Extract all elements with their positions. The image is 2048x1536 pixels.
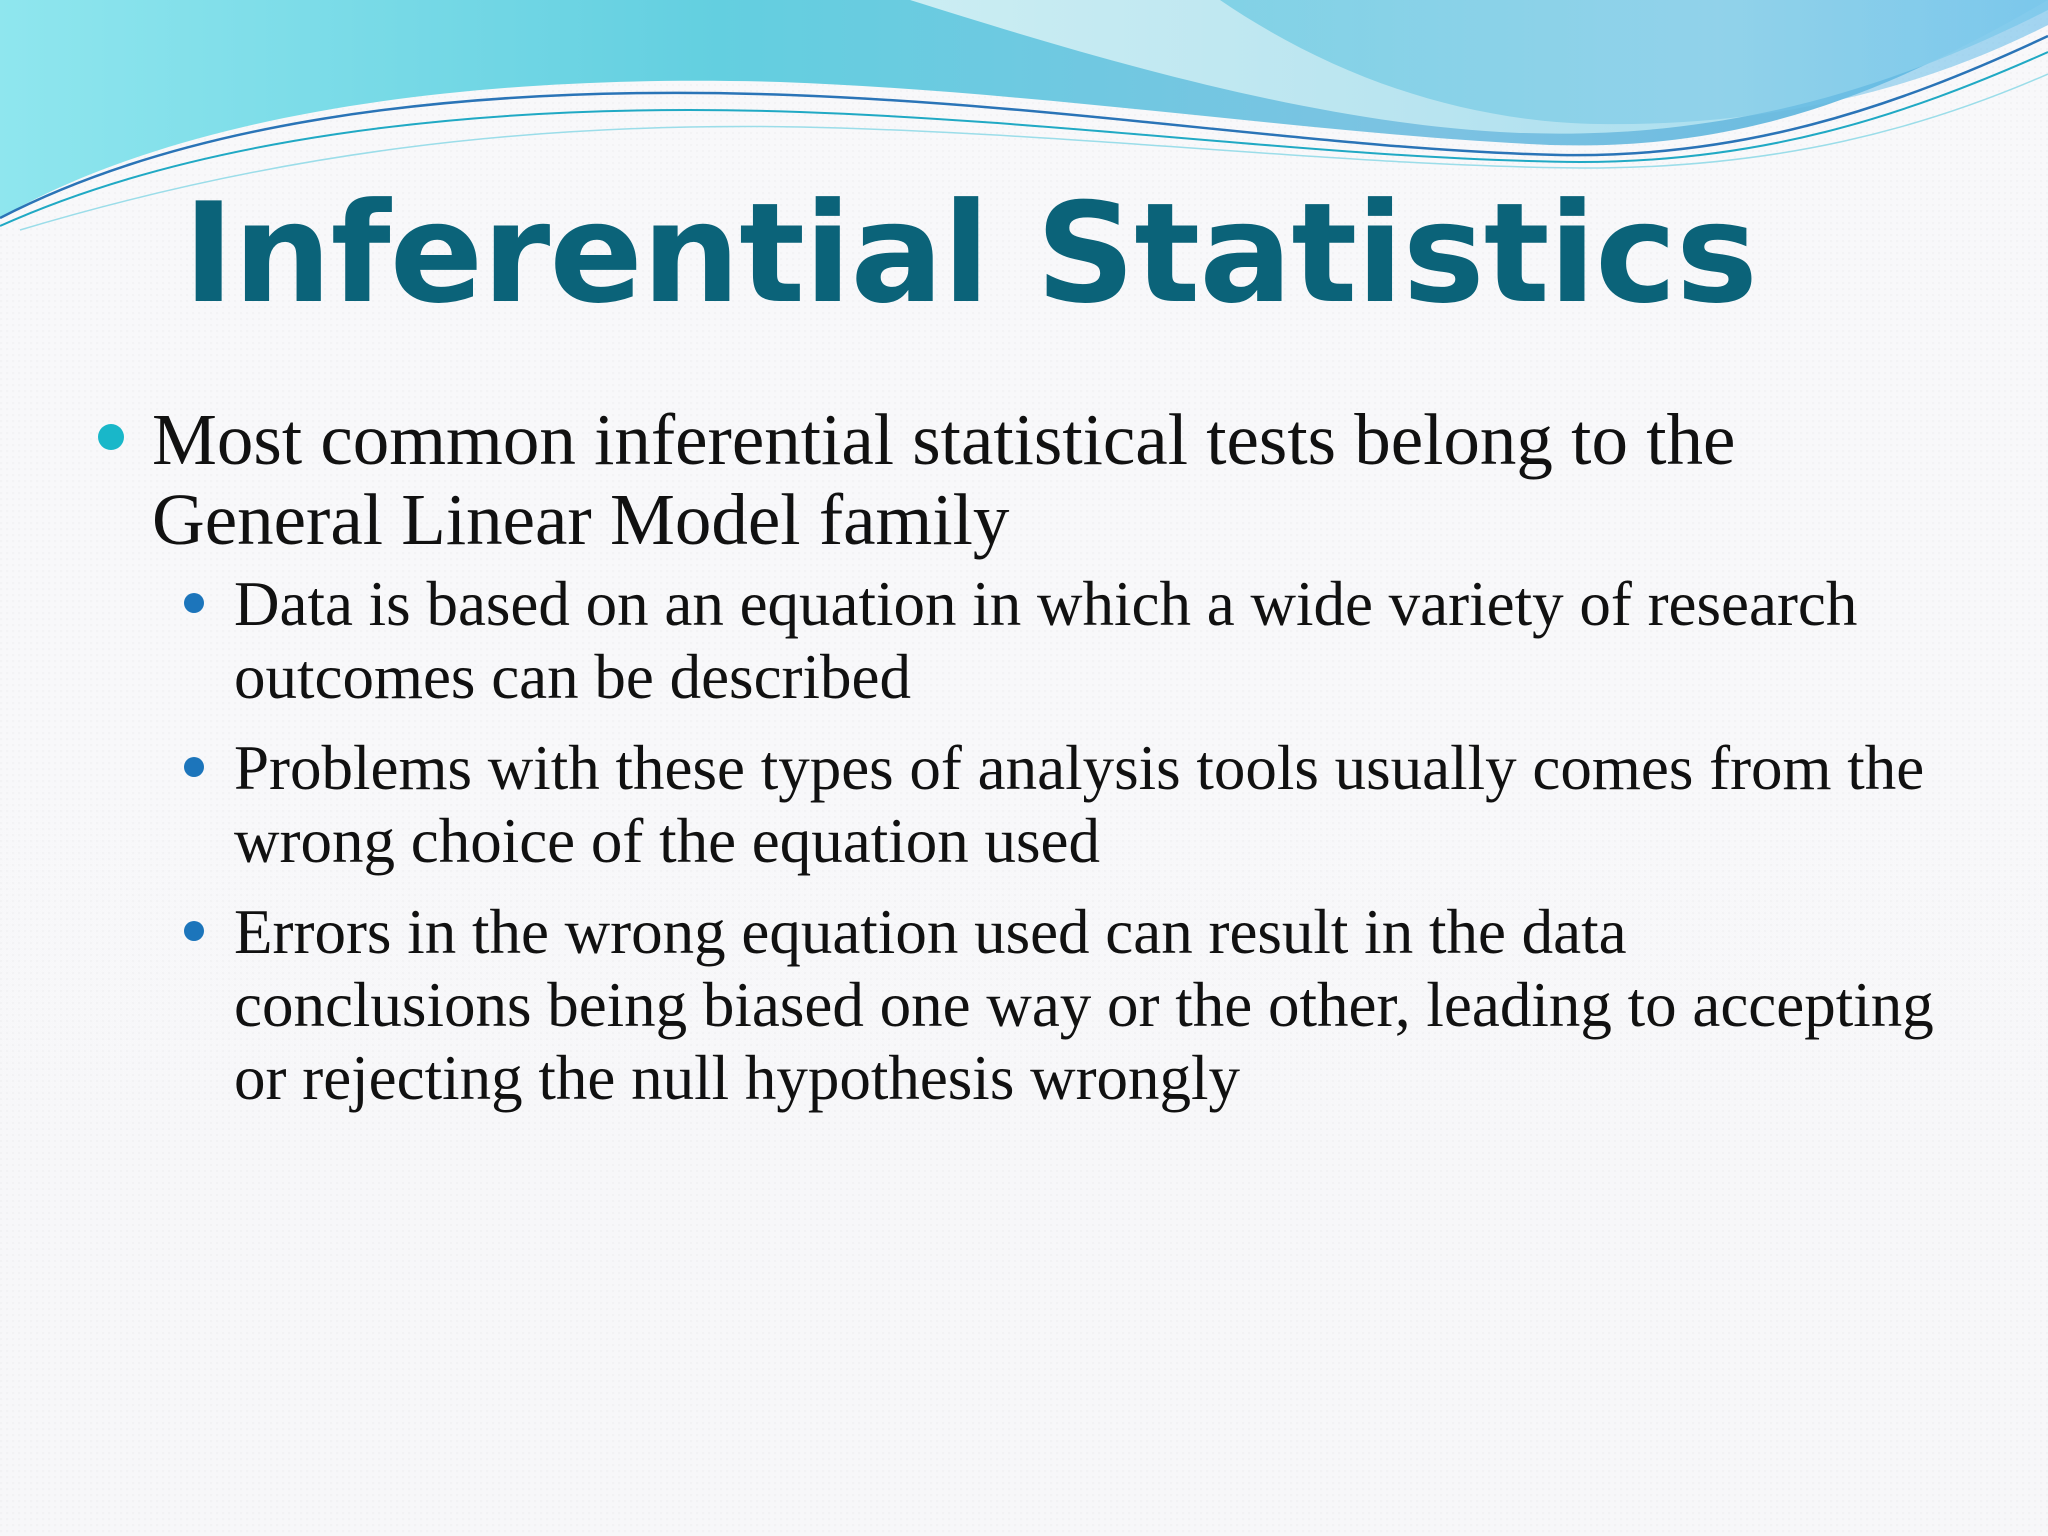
bullet-list — [0, 400, 2048, 1115]
sub-bullet-dot-icon — [184, 921, 204, 941]
sub-bullet-text: Problems with these types of analysis tools usually comes from the wrong choice of the equation used — [234, 733, 1925, 876]
slide-title: Inferential Statistics — [183, 173, 1757, 334]
sub-bullet-text: Data is based on an equation in which a wide variety of research outcomes can be described — [234, 569, 1858, 712]
sub-bullet-item — [234, 896, 1934, 1115]
sub-bullet-dot-icon — [184, 593, 204, 613]
sub-bullet-dot-icon — [184, 757, 204, 777]
sub-bullet-text: Errors in the wrong equation used can result in the data conclusions being biased one way or the other, leading to accepting or rejecting the null hypothesis wrongly — [234, 897, 1934, 1113]
bullet-item — [152, 400, 1912, 560]
sub-bullet-item — [234, 568, 1934, 714]
bullet-dot-icon — [98, 424, 124, 450]
sub-bullet-item — [234, 732, 1934, 878]
bullet-text: Most common inferential statistical tests belong to the General Linear Model family — [152, 399, 1736, 560]
